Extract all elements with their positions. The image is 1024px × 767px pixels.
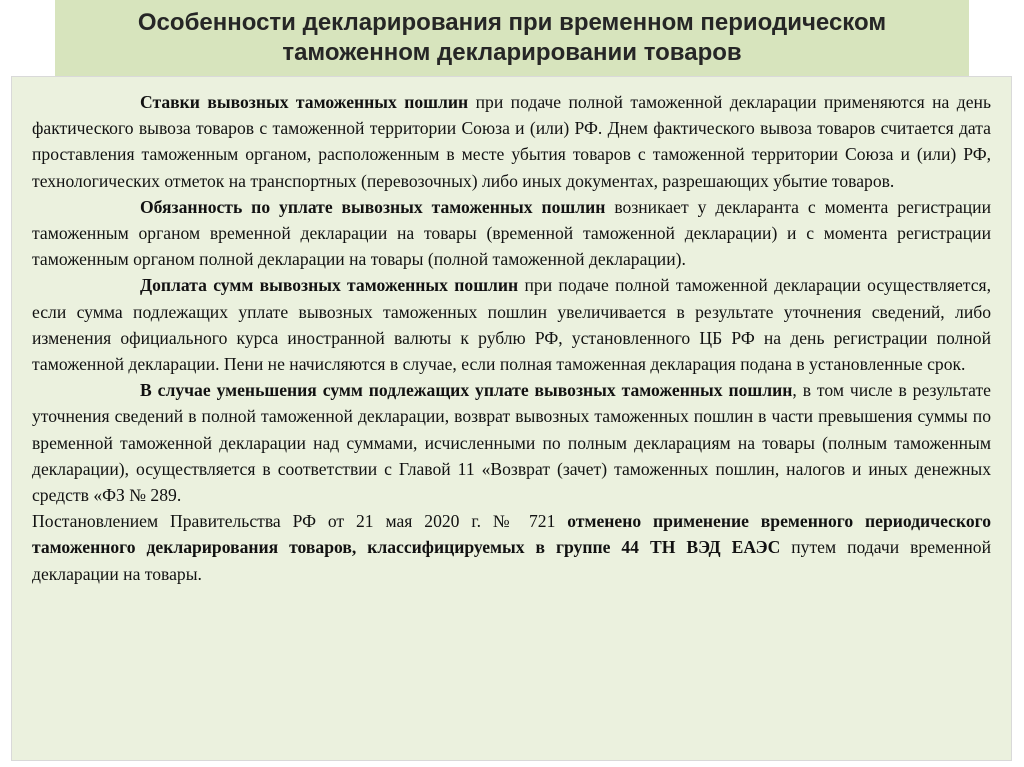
paragraph-heading: В случае уменьшения сумм подлежащих уплате вывозных таможенных пошлин bbox=[140, 380, 793, 401]
paragraph-text-start: Постановлением Правительства РФ от 21 мая 2020 г. № 721 bbox=[32, 511, 568, 532]
content-box bbox=[11, 76, 1012, 761]
title-banner bbox=[55, 0, 969, 76]
slide-title-line-2: таможенном декларировании товаров bbox=[282, 39, 742, 66]
paragraph-government-resolution bbox=[32, 508, 991, 587]
paragraph-text: , в том числе в результате уточнения сведений в полной таможенной декларации, возврат вывозных таможенных пошлин в части превышения суммы по временной таможенной декларации над суммами, исчисленными по полным декларациям на товары (полным таможенным декларации), осуществляется в соответствии с Главой 11 «Возврат (зачет) таможенных пошлин, налогов и иных денежных средств «ФЗ № 289. bbox=[32, 380, 991, 506]
paragraph-additional-payment bbox=[32, 272, 991, 377]
slide-title-line-1: Особенности декларирования при временном периодическом bbox=[137, 9, 887, 36]
paragraph-bold-text: отменено применение временного периодического таможенного декларирования товаров, классифицируемых в группе 44 ТН ВЭД ЕАЭС bbox=[32, 511, 991, 558]
paragraph-heading: Доплата сумм вывозных таможенных пошлин bbox=[140, 275, 519, 296]
paragraph-heading: Обязанность по уплате вывозных таможенных пошлин bbox=[140, 196, 606, 217]
paragraph-text: при подаче полной таможенной декларации применяются на день фактического вывоза товаров с таможенной территории Союза и (или) РФ. Днем фактического вывоза товаров считается дата проставления таможенным органом, расположенным в месте убытия товаров с таможенной территории Союза и (или) РФ, технологических отметок на транспортных (перевозочных) либо иных документах, разрешающих убытие товаров. bbox=[32, 92, 991, 191]
paragraph-text: при подаче полной таможенной декларации осуществляется, если сумма подлежащих уплате вывозных таможенных пошлин увеличивается в результате уточнения сведений, либо изменения официального курса иностранной валюты к рублю РФ, установленного ЦБ РФ на день регистрации полной таможенной декларации. Пени не начисляются в случае, если полная таможенная декларация подана в установленные срок. bbox=[32, 275, 991, 375]
paragraph-heading: Ставки вывозных таможенных пошлин bbox=[140, 92, 469, 112]
paragraph-reduction-refund bbox=[32, 377, 991, 508]
paragraph-payment-obligation bbox=[32, 194, 991, 273]
paragraph-text-end: путем подачи временной декларации на товары. bbox=[32, 537, 991, 584]
paragraph-export-duty-rates bbox=[32, 89, 991, 194]
paragraph-text: возникает у декларанта с момента регистрации таможенным органом временной декларации на товары (временной таможенной декларации) и с момента регистрации таможенным органом полной декларации на товары (полной таможенной декларации). bbox=[32, 196, 991, 270]
